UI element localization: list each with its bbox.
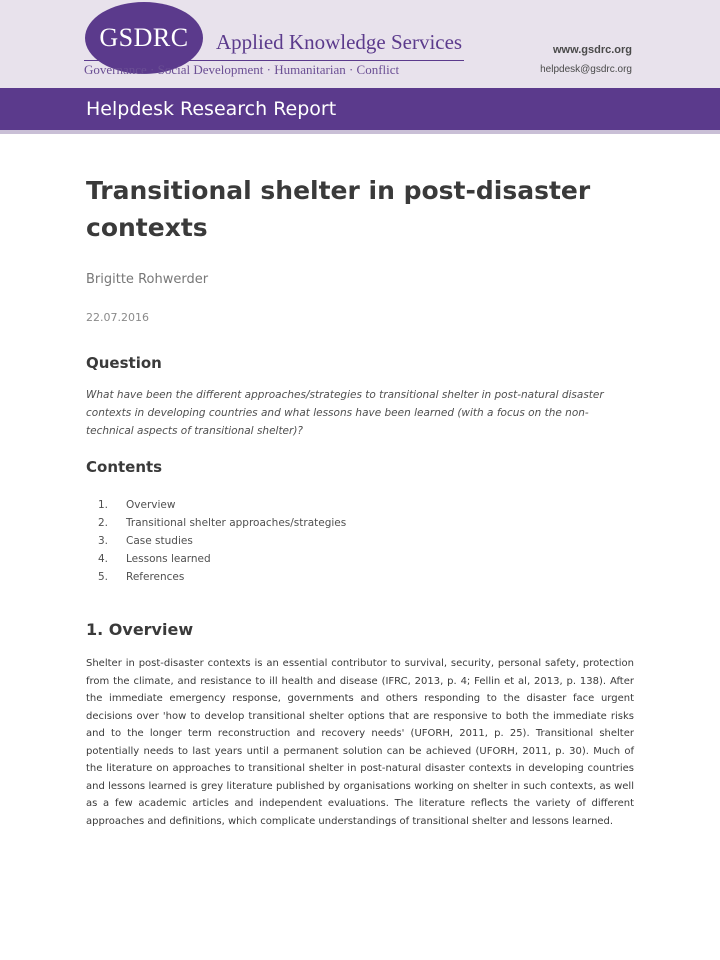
report-type-band xyxy=(0,88,720,134)
toc-number: 1. xyxy=(98,499,109,511)
toc-number: 3. xyxy=(98,535,109,547)
toc-item[interactable] xyxy=(98,550,634,568)
toc-label: Lessons learned xyxy=(126,553,211,565)
toc-item[interactable] xyxy=(98,532,634,550)
report-type-label: Helpdesk Research Report xyxy=(86,98,337,120)
toc-item[interactable] xyxy=(98,496,634,514)
logo-text: GSDRC xyxy=(99,23,189,52)
report-header xyxy=(0,0,720,88)
website-link[interactable]: www.gsdrc.org xyxy=(552,44,632,56)
contents-heading: Contents xyxy=(86,458,163,476)
service-name: Applied Knowledge Services xyxy=(216,30,463,54)
toc-label: References xyxy=(126,571,185,583)
question-heading: Question xyxy=(86,354,162,372)
document-title: Transitional shelter in post-disaster contexts xyxy=(86,176,591,242)
question-text: What have been the different approaches/strategies to transitional shelter in post-natural disaster contexts in developing countries and what lessons have been learned (with a focus on the non-technical aspects of transitional shelter)? xyxy=(86,389,604,437)
toc-item[interactable] xyxy=(98,514,634,532)
document-body xyxy=(0,172,720,830)
overview-paragraph: Shelter in post-disaster contexts is an essential contributor to survival, security, personal safety, protection from the climate, and resistance to ill health and disease (IFRC, 2013, p. 4; Fellin et al, 2013, p. 138). After the immediate emergency response, governments and others responding to the disaster face urgent decisions over 'how to develop transitional shelter options that are responsive to both the immediate risks and to the longer term reconstruction and recovery needs' (UFORH, 2011, p. 25). Transitional shelter potentially needs to last years until a permanent solution can be achieved (UFORH, 2011, p. 30). Much of the literature on approaches to transitional shelter in post-natural disaster contexts in developing countries and lessons learned is grey literature published by organisations working on shelter in such contexts, as well as a few academic articles and independent evaluations. The literature reflects the variety of different approaches and definitions, which complicate understandings of transitional shelter and lessons learned. xyxy=(86,658,634,827)
toc-number: 4. xyxy=(98,553,109,565)
toc-number: 5. xyxy=(98,571,109,583)
service-tagline: Governance · Social Development · Humanitarian · Conflict xyxy=(84,62,400,77)
document-date: 22.07.2016 xyxy=(86,311,149,324)
toc-label: Transitional shelter approaches/strategies xyxy=(126,517,347,529)
toc-item[interactable] xyxy=(98,568,634,586)
table-of-contents xyxy=(98,496,634,586)
toc-label: Overview xyxy=(126,499,176,511)
document-author: Brigitte Rohwerder xyxy=(86,272,209,287)
overview-heading: 1. Overview xyxy=(86,620,194,639)
toc-number: 2. xyxy=(98,517,109,529)
email-link[interactable]: helpdesk@gsdrc.org xyxy=(540,64,632,75)
toc-label: Case studies xyxy=(126,535,193,547)
logo-divider xyxy=(84,60,464,61)
